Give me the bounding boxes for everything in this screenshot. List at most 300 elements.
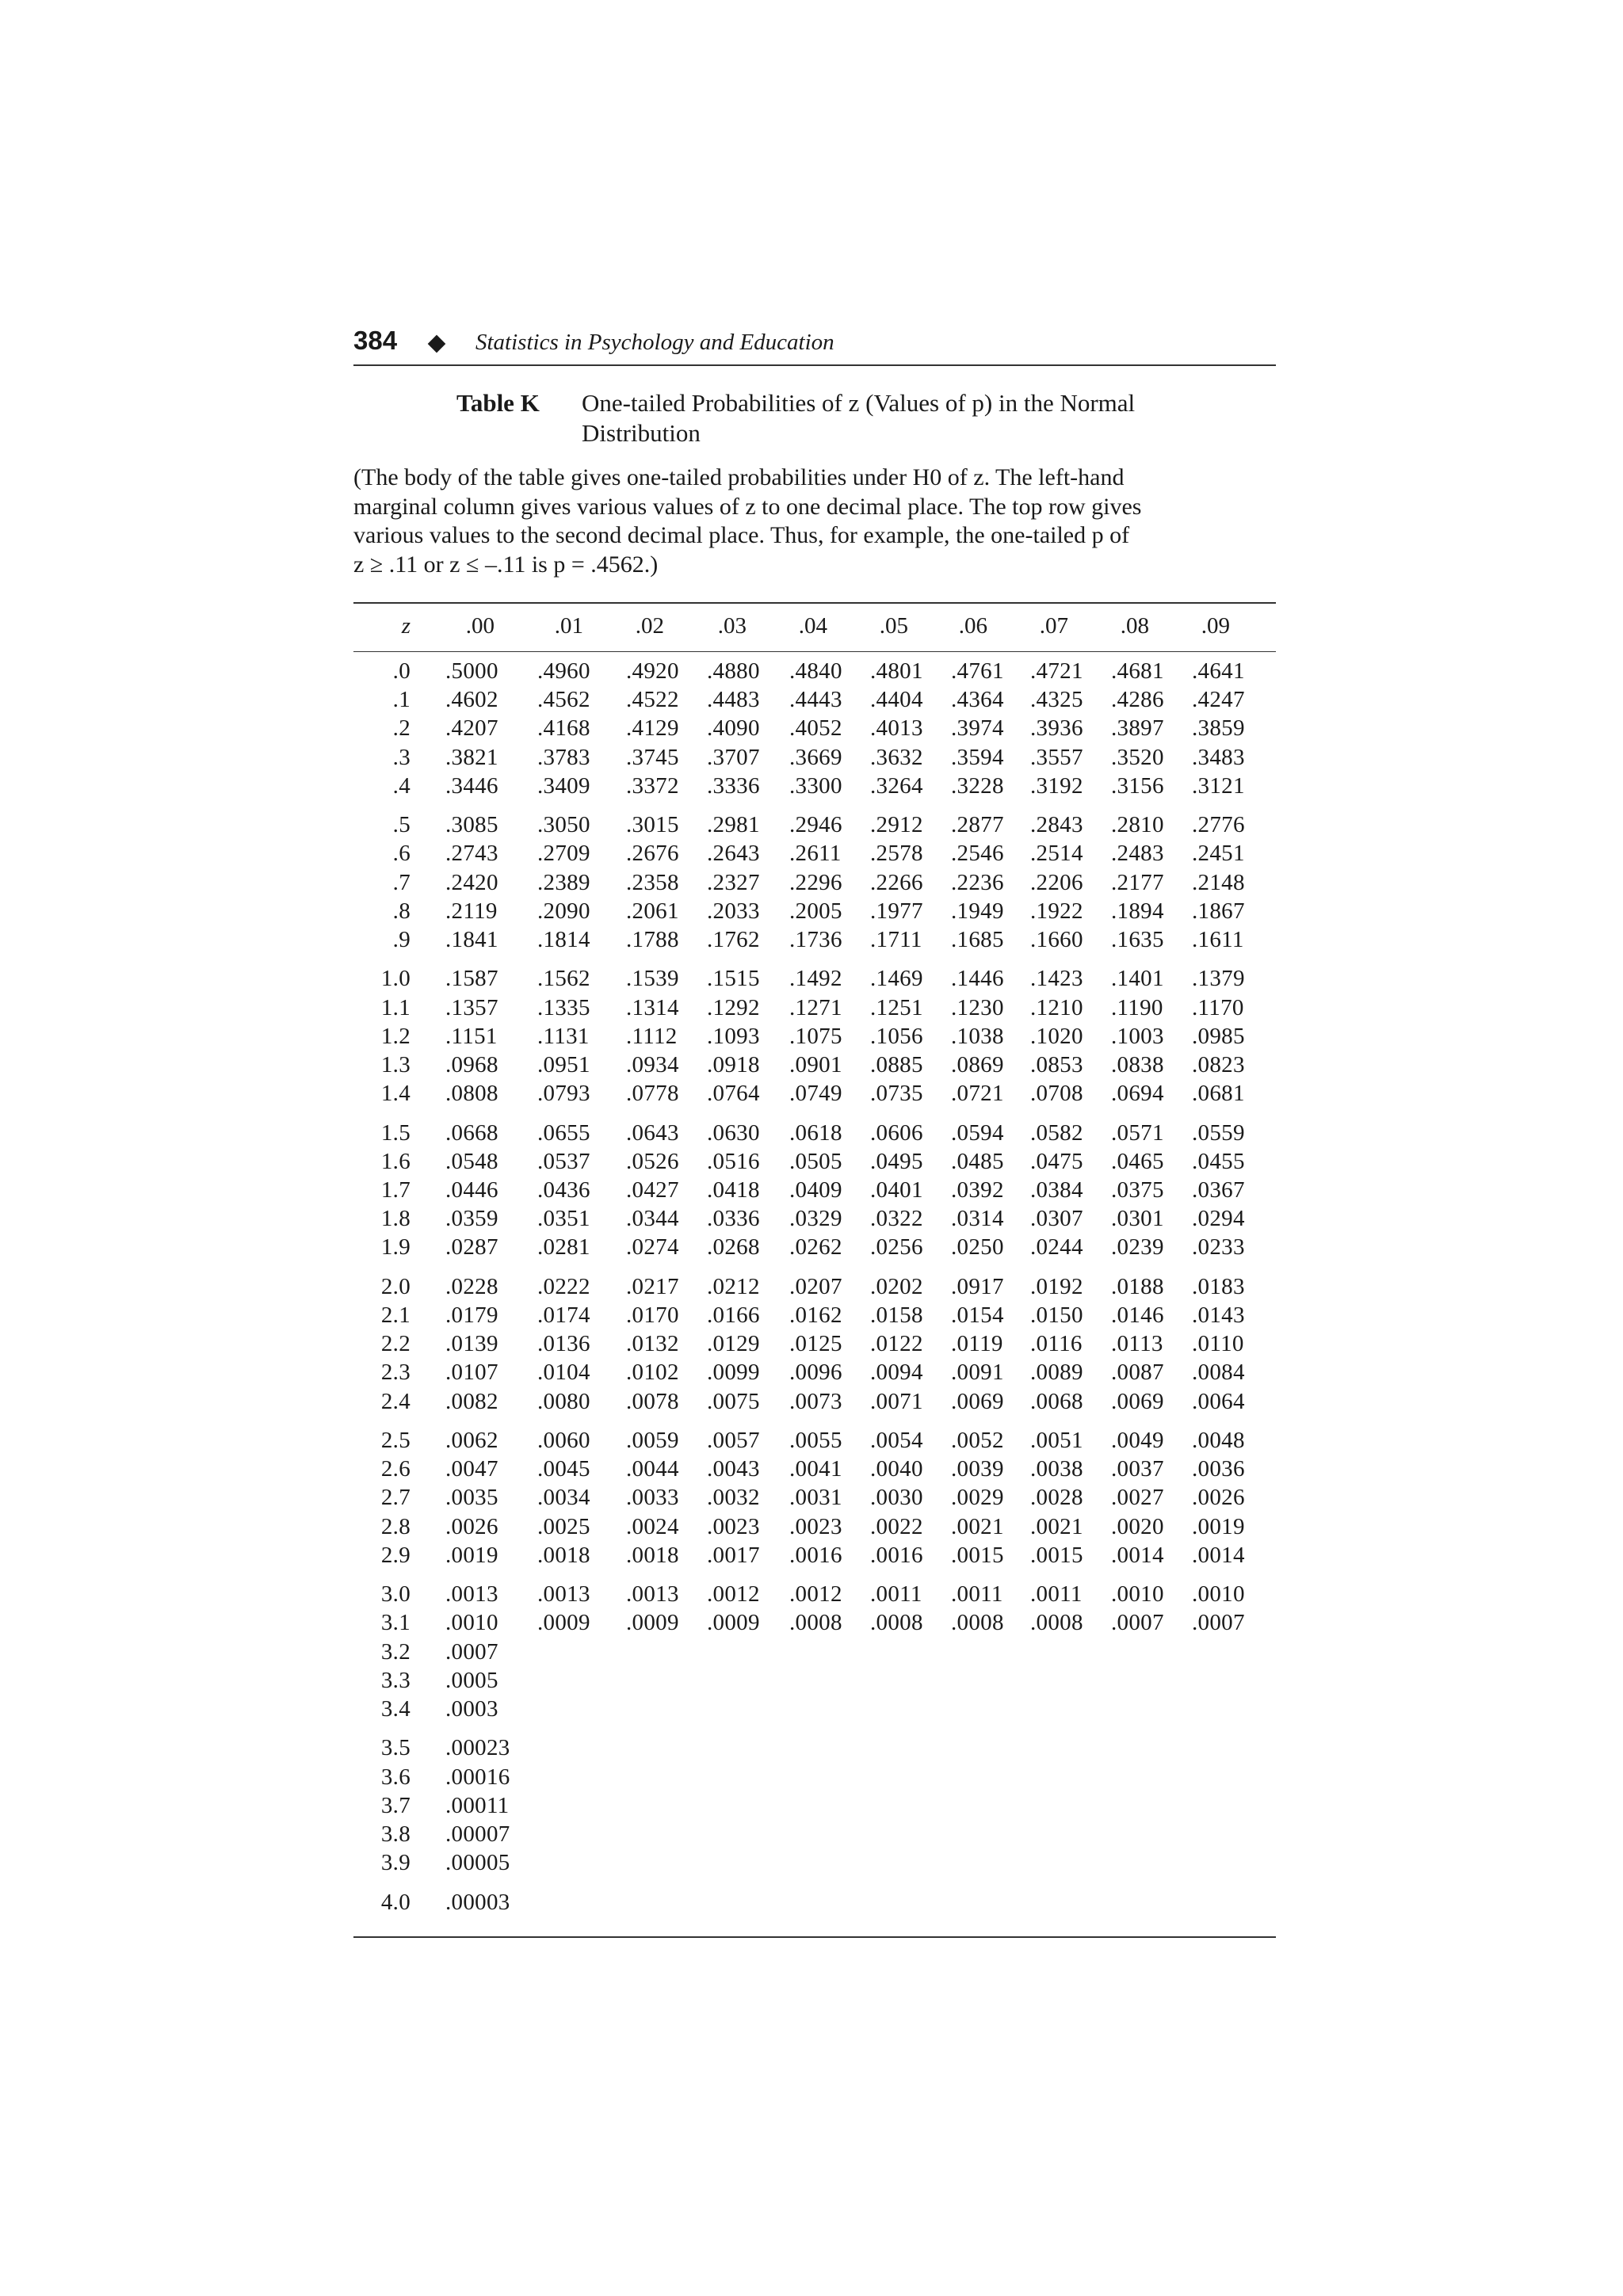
- z-value: .2: [392, 715, 411, 742]
- probability-cell: .0158: [870, 1302, 923, 1328]
- probability-cell: .1492: [789, 966, 842, 992]
- probability-cell: .4761: [951, 658, 1004, 684]
- probability-cell: .0022: [870, 1513, 923, 1539]
- probability-cell: .1949: [951, 898, 1004, 924]
- probability-cell: .0307: [1030, 1206, 1083, 1232]
- probability-cell: .3859: [1192, 715, 1245, 742]
- table-row: [353, 1079, 1276, 1108]
- probability-cell: .1357: [445, 994, 498, 1020]
- z-value: .1: [392, 687, 411, 713]
- probability-cell: .0041: [789, 1456, 842, 1482]
- column-header: .09: [1201, 613, 1230, 639]
- z-value: 2.4: [380, 1388, 411, 1414]
- probability-cell: .0179: [445, 1302, 498, 1328]
- probability-cell: .1379: [1192, 966, 1245, 992]
- probability-cell: .1151: [445, 1023, 498, 1049]
- diamond-icon: [428, 335, 446, 353]
- probability-cell: .0010: [1192, 1581, 1245, 1608]
- table-row: [353, 1888, 1276, 1917]
- probability-cell: .0136: [537, 1331, 590, 1357]
- probability-cell: .4522: [626, 687, 679, 713]
- z-value: 1.5: [380, 1119, 411, 1146]
- probability-cell: .1469: [870, 966, 923, 992]
- probability-cell: .1251: [870, 994, 923, 1020]
- probability-cell: .4721: [1030, 658, 1083, 684]
- probability-cell: .3192: [1030, 772, 1083, 799]
- probability-cell: .0217: [626, 1273, 679, 1299]
- probability-cell: .0735: [870, 1081, 923, 1107]
- probability-cell: .0329: [789, 1206, 842, 1232]
- table-row: [353, 1695, 1276, 1723]
- probability-cell: .0080: [537, 1388, 590, 1414]
- probability-cell: .0033: [626, 1485, 679, 1511]
- probability-cell: .4325: [1030, 687, 1083, 713]
- probability-cell: .1762: [707, 927, 760, 952]
- probability-cell: .0793: [537, 1081, 590, 1107]
- probability-cell: .1814: [537, 927, 590, 952]
- probability-cell: .0301: [1111, 1206, 1164, 1232]
- probability-cell: .0014: [1192, 1542, 1245, 1568]
- probability-cell: .2389: [537, 869, 590, 895]
- probability-cell: .2843: [1030, 812, 1083, 838]
- probability-cell: .0294: [1192, 1206, 1245, 1232]
- probability-cell: .0256: [870, 1234, 923, 1261]
- probability-cell: .0129: [707, 1331, 760, 1357]
- probability-cell: .0014: [1111, 1542, 1164, 1568]
- description-line: marginal column gives various values of z to one decimal place. The top row gives: [353, 493, 1142, 520]
- probability-cell: .0139: [445, 1331, 498, 1357]
- table-row: [353, 964, 1276, 993]
- probability-cell: .0032: [707, 1485, 760, 1511]
- probability-cell: .0052: [951, 1428, 1004, 1453]
- probability-cell: .2676: [626, 841, 679, 867]
- probability-cell: .1210: [1030, 994, 1083, 1020]
- table-row: [353, 1580, 1276, 1608]
- probability-cell: .0034: [537, 1485, 590, 1511]
- probability-cell: .0116: [1030, 1331, 1083, 1357]
- probability-cell: .4052: [789, 715, 842, 742]
- probability-cell: .1635: [1111, 927, 1164, 952]
- probability-cell: .0054: [870, 1428, 923, 1453]
- probability-cell: .0968: [445, 1052, 498, 1077]
- probability-cell: .1841: [445, 927, 498, 952]
- probability-cell: .0749: [789, 1081, 842, 1107]
- probability-cell: .0023: [789, 1513, 842, 1539]
- probability-cell: .0015: [951, 1542, 1004, 1568]
- probability-cell: .4602: [445, 687, 498, 713]
- probability-cell: .0778: [626, 1081, 679, 1107]
- table-row: [353, 868, 1276, 897]
- table-row: [353, 1791, 1276, 1820]
- table-header-row: [353, 612, 1276, 645]
- probability-cell: .3336: [707, 772, 760, 799]
- probability-cell: .0038: [1030, 1456, 1083, 1482]
- probability-cell: .0071: [870, 1388, 923, 1414]
- probability-cell: .0028: [1030, 1485, 1083, 1511]
- probability-cell: .3085: [445, 812, 498, 838]
- probability-cell: .3156: [1111, 772, 1164, 799]
- probability-cell: .4681: [1111, 658, 1164, 684]
- probability-cell: .0013: [537, 1581, 590, 1608]
- probability-cell: .2546: [951, 841, 1004, 867]
- probability-cell: .1003: [1111, 1023, 1164, 1049]
- probability-cell: .2810: [1111, 812, 1164, 838]
- probability-cell: .0233: [1192, 1234, 1245, 1261]
- probability-cell: .0007: [445, 1638, 498, 1665]
- column-header: .00: [465, 613, 495, 639]
- z-value: 1.3: [380, 1052, 411, 1077]
- column-header: .07: [1039, 613, 1068, 639]
- probability-cell: .0062: [445, 1428, 498, 1453]
- table-row: [353, 772, 1276, 800]
- probability-cell: .4090: [707, 715, 760, 742]
- z-value: 3.5: [380, 1735, 411, 1761]
- table-row: [353, 897, 1276, 925]
- probability-cell: .2611: [789, 841, 842, 867]
- probability-cell: .1020: [1030, 1023, 1083, 1049]
- probability-cell: .0021: [1030, 1513, 1083, 1539]
- table-row: [353, 1483, 1276, 1512]
- table-row: [353, 1301, 1276, 1329]
- probability-cell: .0087: [1111, 1360, 1164, 1386]
- probability-cell: .0035: [445, 1485, 498, 1511]
- probability-cell: .0107: [445, 1360, 498, 1386]
- probability-cell: .0537: [537, 1148, 590, 1174]
- column-header: .02: [635, 613, 664, 639]
- z-value: 1.2: [380, 1023, 411, 1049]
- probability-cell: .0008: [1030, 1610, 1083, 1636]
- probability-cell: .0287: [445, 1234, 498, 1261]
- table-row: [353, 1426, 1276, 1455]
- z-value: 2.1: [380, 1302, 411, 1328]
- probability-cell: .0418: [707, 1177, 760, 1203]
- table-row: [353, 657, 1276, 685]
- probability-cell: .0721: [951, 1081, 1004, 1107]
- probability-cell: .0359: [445, 1206, 498, 1232]
- probability-cell: .0446: [445, 1177, 498, 1203]
- probability-cell: .1190: [1111, 994, 1163, 1020]
- probability-cell: .0113: [1111, 1331, 1163, 1357]
- column-header: .04: [798, 613, 827, 639]
- table-row: [353, 1147, 1276, 1176]
- table-row: [353, 1541, 1276, 1569]
- probability-cell: .0262: [789, 1234, 842, 1261]
- probability-cell: .4168: [537, 715, 590, 742]
- probability-cell: .4641: [1192, 658, 1245, 684]
- probability-cell: .3594: [951, 744, 1004, 770]
- probability-cell: .0143: [1192, 1302, 1245, 1328]
- probability-cell: .1611: [1192, 927, 1244, 952]
- table-top-rule: [353, 602, 1276, 604]
- table-row: [353, 1272, 1276, 1301]
- table-row: [353, 1455, 1276, 1483]
- z-value: 1.7: [380, 1177, 411, 1203]
- z-value: 1.4: [380, 1081, 411, 1107]
- probability-cell: .1075: [789, 1023, 842, 1049]
- probability-cell: .1660: [1030, 927, 1083, 952]
- probability-cell: .0011: [870, 1581, 922, 1608]
- table-row: [353, 1763, 1276, 1791]
- description-line: z ≥ .11 or z ≤ –.11 is p = .4562.): [353, 551, 659, 578]
- table-row: [353, 1733, 1276, 1762]
- probability-cell: .4364: [951, 687, 1004, 713]
- probability-cell: .2877: [951, 812, 1004, 838]
- probability-cell: .0015: [1030, 1542, 1083, 1568]
- probability-cell: .2743: [445, 841, 498, 867]
- probability-cell: .0069: [1111, 1388, 1164, 1414]
- probability-cell: .00005: [445, 1850, 510, 1876]
- probability-cell: .0008: [951, 1610, 1004, 1636]
- probability-cell: .3050: [537, 812, 590, 838]
- z-value: 3.6: [380, 1764, 411, 1790]
- probability-cell: .0375: [1111, 1177, 1164, 1203]
- probability-cell: .1170: [1192, 994, 1244, 1020]
- probability-cell: .0025: [537, 1513, 590, 1539]
- z-value: 4.0: [380, 1889, 411, 1915]
- z-value: 1.0: [380, 966, 411, 992]
- probability-cell: .4562: [537, 687, 590, 713]
- probability-cell: .0055: [789, 1428, 842, 1453]
- probability-cell: .0427: [626, 1177, 679, 1203]
- probability-cell: .2483: [1111, 841, 1164, 867]
- probability-cell: .0336: [707, 1206, 760, 1232]
- z-value: 2.2: [380, 1331, 411, 1357]
- table-row: [353, 1512, 1276, 1541]
- probability-cell: .0009: [537, 1610, 590, 1636]
- probability-cell: .0047: [445, 1456, 498, 1482]
- probability-cell: .2005: [789, 898, 842, 924]
- probability-cell: .0119: [951, 1331, 1003, 1357]
- probability-cell: .3974: [951, 715, 1004, 742]
- probability-cell: .0132: [626, 1331, 679, 1357]
- probability-cell: .0212: [707, 1273, 760, 1299]
- description-line: various values to the second decimal place. Thus, for example, the one-tailed p of: [353, 522, 1130, 548]
- probability-cell: .2061: [626, 898, 679, 924]
- probability-cell: .00003: [445, 1889, 510, 1915]
- z-value: .5: [392, 812, 411, 838]
- probability-cell: .0885: [870, 1052, 923, 1077]
- column-header: .08: [1120, 613, 1149, 639]
- probability-cell: .0057: [707, 1428, 760, 1453]
- probability-cell: .3228: [951, 772, 1004, 799]
- z-value: 2.7: [380, 1485, 411, 1511]
- probability-cell: .1230: [951, 994, 1004, 1020]
- probability-cell: .4247: [1192, 687, 1245, 713]
- probability-cell: .3300: [789, 772, 842, 799]
- probability-cell: .0017: [707, 1542, 760, 1568]
- z-value: 2.5: [380, 1428, 411, 1453]
- probability-cell: .2090: [537, 898, 590, 924]
- table-row: [353, 1608, 1276, 1637]
- table-row: [353, 1638, 1276, 1666]
- probability-cell: .0026: [445, 1513, 498, 1539]
- probability-cell: .4960: [537, 658, 590, 684]
- probability-cell: .4840: [789, 658, 842, 684]
- probability-cell: .1977: [870, 898, 923, 924]
- probability-cell: .00023: [445, 1735, 510, 1761]
- probability-cell: .0009: [707, 1610, 760, 1636]
- probability-cell: .0094: [870, 1360, 923, 1386]
- column-header: .03: [717, 613, 747, 639]
- probability-cell: .1867: [1192, 898, 1245, 924]
- table-row: [353, 1848, 1276, 1877]
- probability-cell: .0096: [789, 1360, 842, 1386]
- probability-cell: .3557: [1030, 744, 1083, 770]
- table-title: One-tailed Probabilities of z (Values of p) in the Normal Distribution: [582, 389, 1136, 447]
- probability-cell: .3372: [626, 772, 679, 799]
- description-line: (The body of the table gives one-tailed probabilities under H0 of z. The left-hand: [353, 464, 1125, 490]
- probability-cell: .1685: [951, 927, 1004, 952]
- table-row: [353, 925, 1276, 954]
- table-label: Table K: [456, 389, 540, 417]
- z-value: 3.9: [380, 1850, 411, 1876]
- probability-cell: .3632: [870, 744, 923, 770]
- probability-cell: .0011: [951, 1581, 1003, 1608]
- probability-cell: .0764: [707, 1081, 760, 1107]
- table-row: [353, 810, 1276, 839]
- probability-cell: .0008: [870, 1610, 923, 1636]
- probability-cell: .1562: [537, 966, 590, 992]
- probability-cell: .0024: [626, 1513, 679, 1539]
- probability-cell: .2420: [445, 869, 498, 895]
- probability-cell: .4880: [707, 658, 760, 684]
- probability-cell: .1093: [707, 1023, 760, 1049]
- probability-cell: .0125: [789, 1331, 842, 1357]
- probability-cell: .2358: [626, 869, 679, 895]
- probability-cell: .1894: [1111, 898, 1164, 924]
- probability-cell: .0064: [1192, 1388, 1245, 1414]
- probability-cell: .3707: [707, 744, 760, 770]
- probability-cell: .1515: [707, 966, 760, 992]
- probability-cell: .0166: [707, 1302, 760, 1328]
- probability-cell: .4920: [626, 658, 679, 684]
- probability-cell: .0007: [1192, 1610, 1245, 1636]
- probability-cell: .0344: [626, 1206, 679, 1232]
- probability-cell: .1446: [951, 966, 1004, 992]
- probability-cell: .0023: [707, 1513, 760, 1539]
- column-header: .05: [879, 613, 908, 639]
- z-value: 3.1: [380, 1610, 411, 1636]
- probability-cell: .0021: [951, 1513, 1004, 1539]
- z-value: .6: [392, 841, 411, 867]
- probability-cell: .0918: [707, 1052, 760, 1077]
- probability-cell: .0060: [537, 1428, 590, 1453]
- probability-cell: .0146: [1111, 1302, 1164, 1328]
- probability-cell: .2776: [1192, 812, 1245, 838]
- probability-cell: .3121: [1192, 772, 1245, 799]
- probability-cell: .2946: [789, 812, 842, 838]
- probability-cell: .0154: [951, 1302, 1004, 1328]
- probability-cell: .4801: [870, 658, 923, 684]
- table-row: [353, 1204, 1276, 1233]
- probability-cell: .1788: [626, 927, 679, 952]
- probability-cell: .0003: [445, 1696, 498, 1722]
- probability-cell: .0465: [1111, 1148, 1164, 1174]
- probability-cell: .0059: [626, 1428, 679, 1453]
- probability-cell: .1271: [789, 994, 842, 1020]
- probability-cell: .4443: [789, 687, 842, 713]
- probability-cell: .0110: [1192, 1331, 1244, 1357]
- probability-cell: .3936: [1030, 715, 1083, 742]
- probability-cell: .0808: [445, 1081, 498, 1107]
- probability-cell: .0681: [1192, 1081, 1245, 1107]
- table-row: [353, 1176, 1276, 1204]
- probability-cell: .4013: [870, 715, 923, 742]
- probability-cell: .0102: [626, 1360, 679, 1386]
- probability-cell: .3821: [445, 744, 498, 770]
- table-row: [353, 1387, 1276, 1416]
- table-row: [353, 1233, 1276, 1261]
- probability-cell: .1711: [870, 927, 922, 952]
- probability-cell: .0401: [870, 1177, 923, 1203]
- probability-cell: .0029: [951, 1485, 1004, 1511]
- probability-cell: .2709: [537, 841, 590, 867]
- z-value: .7: [392, 869, 411, 895]
- probability-cell: .3897: [1111, 715, 1164, 742]
- probability-cell: .0207: [789, 1273, 842, 1299]
- probability-cell: .2266: [870, 869, 923, 895]
- probability-cell: .0019: [1192, 1513, 1245, 1539]
- probability-cell: .0045: [537, 1456, 590, 1482]
- probability-cell: .0030: [870, 1485, 923, 1511]
- probability-cell: .0082: [445, 1388, 498, 1414]
- probability-cell: .0455: [1192, 1148, 1245, 1174]
- probability-cell: .0016: [789, 1542, 842, 1568]
- table-row: [353, 839, 1276, 868]
- probability-cell: .1038: [951, 1023, 1004, 1049]
- probability-cell: .1056: [870, 1023, 923, 1049]
- z-value: .9: [392, 927, 411, 952]
- probability-cell: .0018: [626, 1542, 679, 1568]
- probability-cell: .2578: [870, 841, 923, 867]
- probability-cell: .0239: [1111, 1234, 1164, 1261]
- probability-cell: .0010: [445, 1610, 498, 1636]
- probability-cell: .0505: [789, 1148, 842, 1174]
- probability-cell: .2327: [707, 869, 760, 895]
- z-value: 1.6: [380, 1148, 411, 1174]
- probability-cell: .1292: [707, 994, 760, 1020]
- probability-cell: .2033: [707, 898, 760, 924]
- probability-cell: .0917: [951, 1273, 1004, 1299]
- probability-cell: .0475: [1030, 1148, 1083, 1174]
- probability-cell: .0027: [1111, 1485, 1164, 1511]
- probability-cell: .3483: [1192, 744, 1245, 770]
- probability-cell: .1736: [789, 927, 842, 952]
- probability-cell: .0392: [951, 1177, 1004, 1203]
- probability-cell: .0012: [707, 1581, 760, 1608]
- probability-cell: .2912: [870, 812, 923, 838]
- table-row: [353, 1666, 1276, 1695]
- z-value: 2.6: [380, 1456, 411, 1482]
- probability-cell: .0007: [1111, 1610, 1164, 1636]
- probability-cell: .0012: [789, 1581, 842, 1608]
- probability-cell: .0853: [1030, 1052, 1083, 1077]
- probability-cell: .0089: [1030, 1360, 1083, 1386]
- z-value: 2.3: [380, 1360, 411, 1386]
- probability-cell: .0049: [1111, 1428, 1164, 1453]
- probability-cell: .1314: [626, 994, 679, 1020]
- probability-cell: .2206: [1030, 869, 1083, 895]
- table-row: [353, 1119, 1276, 1147]
- probability-cell: .0516: [707, 1148, 760, 1174]
- probability-cell: .2148: [1192, 869, 1245, 895]
- probability-cell: .0188: [1111, 1273, 1164, 1299]
- z-value: 3.3: [380, 1667, 411, 1693]
- probability-cell: .0322: [870, 1206, 923, 1232]
- z-value: 3.0: [380, 1581, 411, 1608]
- table-bottom-rule: [353, 1936, 1276, 1938]
- probability-cell: .0039: [951, 1456, 1004, 1482]
